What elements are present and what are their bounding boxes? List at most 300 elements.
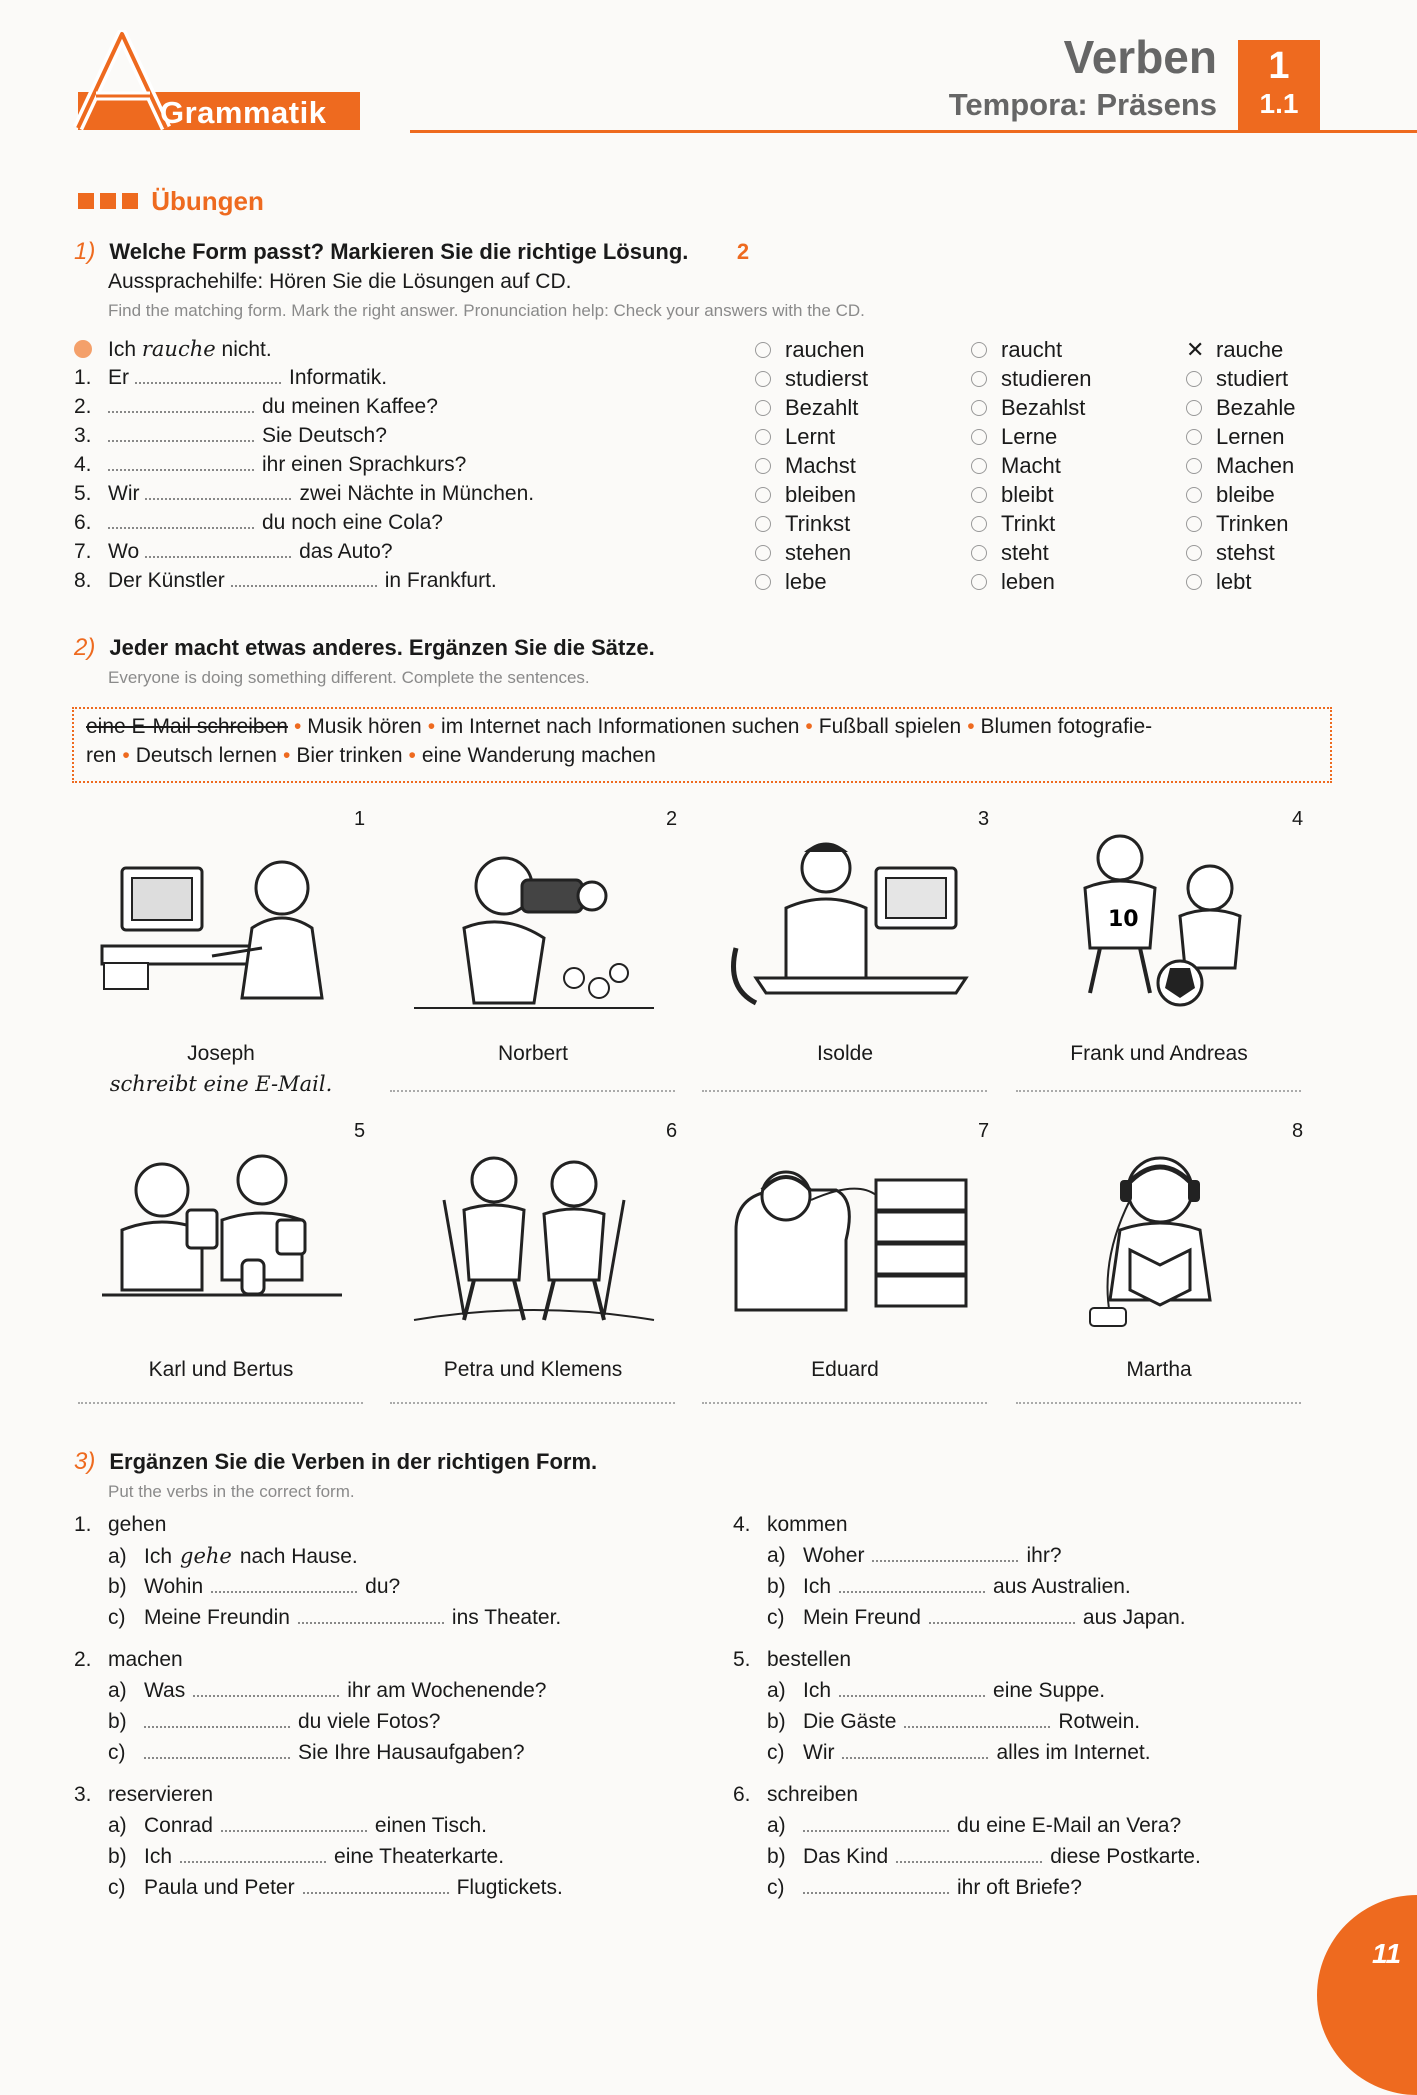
- word-box-phrase: Blumen fotografie-: [980, 715, 1153, 738]
- group-number: 2.: [74, 1648, 92, 1671]
- picture-number: 5: [354, 1120, 366, 1142]
- bullet-dot-icon: •: [427, 715, 436, 738]
- ex3-heading: [74, 1448, 597, 1476]
- ex3-item-row: [108, 1575, 400, 1599]
- word-box-phrase: Fußball spielen: [818, 715, 962, 738]
- example-answer: gehe: [180, 1544, 232, 1568]
- verb-infinitive: bestellen: [767, 1648, 852, 1671]
- option-label: stehen: [785, 540, 852, 565]
- option-8-c[interactable]: [1186, 569, 1251, 595]
- item-letter: b): [108, 1845, 127, 1868]
- ex3-item-row: [108, 1710, 440, 1734]
- group-number: 3.: [74, 1783, 92, 1806]
- option-6-a[interactable]: [755, 511, 850, 537]
- radio-circle-icon: [971, 429, 987, 445]
- verb-heading: [733, 1783, 858, 1807]
- ex3-item-row: [108, 1741, 525, 1765]
- item-post: diese Postkarte.: [1050, 1845, 1201, 1868]
- bullet-dot-icon: •: [967, 715, 975, 738]
- ex3-item-row: [108, 1679, 546, 1703]
- answer-blank[interactable]: [135, 366, 281, 384]
- item-post: ihr einen Sprachkurs?: [262, 453, 467, 476]
- cartoon-illustration: [716, 828, 976, 1018]
- item-post: das Auto?: [299, 540, 393, 563]
- word-box-phrase: eine Wanderung machen: [421, 744, 656, 767]
- page-number: 11: [1372, 1938, 1402, 1969]
- radio-circle-icon: [971, 516, 987, 532]
- example-answer: schreibt eine E-Mail.: [109, 1072, 333, 1096]
- item-number: 2.: [74, 395, 92, 418]
- option-label: Lernt: [785, 424, 836, 449]
- option-4-a[interactable]: [755, 453, 856, 479]
- ex3-title: Ergänzen Sie die Verben in der richtigen Form.: [109, 1449, 598, 1474]
- bullet-dot-icon: •: [282, 744, 291, 767]
- radio-circle-icon: [755, 487, 771, 503]
- item-post: ihr am Wochenende?: [347, 1679, 547, 1702]
- radio-circle-icon: [755, 400, 771, 416]
- example-answer: rauche: [141, 337, 216, 361]
- ex1-item-row: [74, 366, 387, 390]
- bullet-dot-icon: •: [293, 715, 302, 738]
- item-letter: a): [767, 1544, 786, 1567]
- ex1-item-row: [74, 453, 466, 477]
- item-pre: Das Kind: [803, 1845, 889, 1868]
- cartoon-illustration: [404, 1140, 664, 1330]
- item-number: 3.: [74, 424, 92, 447]
- verb-infinitive: reservieren: [108, 1783, 214, 1806]
- ex3-item-row: [108, 1544, 358, 1569]
- radio-circle-icon: [971, 458, 987, 474]
- item-post: Sie Deutsch?: [262, 424, 387, 447]
- answer-blank[interactable]: [803, 1876, 949, 1894]
- option-label: studieren: [1001, 366, 1092, 391]
- item-post: aus Australien.: [993, 1575, 1131, 1598]
- option-label: lebt: [1216, 569, 1252, 594]
- radio-circle-icon: [971, 487, 987, 503]
- ex3-item-row: [767, 1741, 1151, 1765]
- ex3-item-row: [767, 1679, 1105, 1703]
- radio-circle-icon: [1186, 516, 1202, 532]
- cd-track-number: 2: [736, 239, 750, 264]
- answer-blank[interactable]: [108, 395, 254, 413]
- radio-circle-icon: [1186, 371, 1202, 387]
- chapter-badge: [1238, 40, 1320, 132]
- chapter-number: 1: [1268, 45, 1290, 87]
- item-letter: a): [108, 1679, 127, 1702]
- item-pre: Paula und Peter: [144, 1876, 295, 1899]
- answer-blank[interactable]: [929, 1606, 1075, 1624]
- ex1-english: Find the matching form. Mark the right answer. Pronunciation help: Check your answers with the CD.: [108, 301, 865, 320]
- item-post: Rotwein.: [1058, 1710, 1141, 1733]
- radio-circle-icon: [755, 371, 771, 387]
- example-option-a[interactable]: [755, 337, 865, 363]
- picture-caption: Petra und Klemens: [443, 1358, 623, 1381]
- word-box-phrase: eine E-Mail schreiben: [86, 715, 288, 738]
- option-5-c[interactable]: [1186, 482, 1275, 508]
- picture-caption: Martha: [1126, 1358, 1192, 1381]
- item-pre: Ich: [803, 1575, 832, 1598]
- item-post: einen Tisch.: [374, 1814, 487, 1837]
- item-post: du noch eine Cola?: [262, 511, 443, 534]
- ex2-title: Jeder macht etwas anderes. Ergänzen Sie die Sätze.: [109, 635, 655, 660]
- item-number: 5.: [74, 482, 92, 505]
- radio-circle-icon: [1186, 400, 1202, 416]
- option-3-b[interactable]: [971, 424, 1057, 450]
- answer-blank[interactable]: [231, 569, 377, 587]
- cartoon-illustration: [716, 1140, 976, 1330]
- cross-mark-icon: ✕: [1186, 337, 1205, 362]
- ex2-english: Everyone is doing something different. Complete the sentences.: [108, 668, 590, 687]
- option-label: studierst: [785, 366, 869, 391]
- answer-blank[interactable]: [108, 511, 254, 529]
- answer-blank[interactable]: [702, 1402, 987, 1404]
- example-option-b[interactable]: [971, 337, 1062, 363]
- ex3-item-row: [108, 1606, 561, 1630]
- item-post: Informatik.: [289, 366, 388, 389]
- item-letter: b): [108, 1575, 127, 1598]
- item-pre: Die Gäste: [803, 1710, 897, 1733]
- item-post: Sie Ihre Hausaufgaben?: [298, 1741, 525, 1764]
- answer-blank[interactable]: [896, 1845, 1042, 1863]
- item-letter: a): [108, 1814, 127, 1837]
- picture-number: 4: [1292, 808, 1304, 830]
- verb-heading: [733, 1648, 851, 1672]
- ex1-item-row: [74, 540, 393, 564]
- item-number: 7.: [74, 540, 92, 563]
- option-label: rauche: [1216, 337, 1284, 362]
- item-letter: c): [767, 1876, 785, 1899]
- cartoon-illustration: [404, 828, 664, 1018]
- ex3-item-row: [767, 1814, 1181, 1838]
- answer-blank[interactable]: [211, 1575, 357, 1593]
- item-post: eine Suppe.: [993, 1679, 1106, 1702]
- verb-heading: [74, 1783, 213, 1807]
- word-box-line-1: [86, 715, 1152, 739]
- group-number: 1.: [74, 1513, 92, 1536]
- word-box-phrase: Bier trinken: [296, 744, 403, 767]
- option-label: Lerne: [1001, 424, 1058, 449]
- option-label: Machen: [1216, 453, 1295, 478]
- item-number: 6.: [74, 511, 92, 534]
- answer-blank[interactable]: [193, 1679, 339, 1697]
- option-8-b[interactable]: [971, 569, 1055, 595]
- picture-number: 8: [1292, 1120, 1304, 1142]
- item-letter: c): [108, 1876, 126, 1899]
- section-heading: [78, 186, 264, 217]
- radio-circle-icon: [755, 342, 771, 358]
- picture-caption: Norbert: [497, 1042, 569, 1065]
- item-pre: Wir: [803, 1741, 835, 1764]
- option-3-c[interactable]: [1186, 424, 1285, 450]
- word-box-phrase: im Internet nach Informationen suchen: [441, 715, 800, 738]
- grammar-label: Grammatik: [160, 95, 327, 130]
- radio-circle-icon: [971, 400, 987, 416]
- option-label: studiert: [1216, 366, 1289, 391]
- option-7-a[interactable]: [755, 540, 851, 566]
- cartoon-illustration: [92, 1140, 352, 1330]
- word-box-phrase: ren: [86, 744, 117, 767]
- example-dot-icon: [74, 340, 92, 358]
- item-pre: Meine Freundin: [144, 1606, 290, 1629]
- answer-blank[interactable]: [1016, 1402, 1301, 1404]
- ex1-example-row: [74, 337, 272, 362]
- answer-blank[interactable]: [839, 1575, 985, 1593]
- ex2-heading: [74, 634, 655, 662]
- section-heading-text: Übungen: [151, 186, 264, 216]
- word-box-line-2: [86, 744, 656, 768]
- ex3-item-row: [767, 1845, 1201, 1869]
- ex1-title: Welche Form passt? Markieren Sie die richtige Lösung.: [109, 239, 689, 264]
- answer-blank[interactable]: [702, 1090, 987, 1092]
- radio-circle-icon: [971, 371, 987, 387]
- ex1-heading: [74, 238, 749, 266]
- item-letter: b): [767, 1845, 786, 1868]
- word-box-phrase: Deutsch lernen: [135, 744, 277, 767]
- answer-blank[interactable]: [390, 1090, 675, 1092]
- option-label: bleibt: [1001, 482, 1054, 507]
- item-pre: Ich: [803, 1679, 832, 1702]
- option-2-b[interactable]: [971, 395, 1085, 421]
- radio-circle-icon: [755, 574, 771, 590]
- item-pre: Conrad: [144, 1814, 213, 1837]
- verb-infinitive: schreiben: [767, 1783, 859, 1806]
- square-bullet-icon: [122, 193, 138, 209]
- answer-blank[interactable]: [872, 1544, 1018, 1562]
- picture-number: 7: [978, 1120, 990, 1142]
- option-label: steht: [1001, 540, 1049, 565]
- option-4-b[interactable]: [971, 453, 1061, 479]
- radio-circle-icon: [755, 545, 771, 561]
- square-bullet-icon: [78, 193, 94, 209]
- radio-circle-icon: [1186, 458, 1202, 474]
- answer-blank[interactable]: [390, 1402, 675, 1404]
- example-post: nicht.: [221, 338, 272, 361]
- ex3-item-row: [767, 1876, 1082, 1900]
- picture-caption: Frank und Andreas: [1070, 1042, 1248, 1065]
- answer-blank[interactable]: [145, 482, 291, 500]
- item-letter: c): [767, 1741, 785, 1764]
- option-1-b[interactable]: [971, 366, 1092, 392]
- item-post: aus Japan.: [1082, 1606, 1186, 1629]
- option-5-a[interactable]: [755, 482, 856, 508]
- word-box-phrase: Musik hören: [307, 715, 422, 738]
- option-label: Machst: [785, 453, 856, 478]
- answer-blank[interactable]: [298, 1606, 444, 1624]
- item-letter: b): [108, 1710, 127, 1733]
- radio-circle-icon: [755, 458, 771, 474]
- item-pre: Was: [144, 1679, 186, 1702]
- radio-circle-icon: [971, 574, 987, 590]
- item-post: zwei Nächte in München.: [299, 482, 535, 505]
- answer-blank[interactable]: [108, 453, 254, 471]
- ex3-item-row: [108, 1814, 487, 1838]
- item-pre: Wir: [108, 482, 140, 505]
- word-box: [72, 707, 1332, 783]
- answer-blank[interactable]: [144, 1741, 290, 1759]
- answer-blank[interactable]: [303, 1876, 449, 1894]
- example-pre: Ich: [108, 338, 137, 361]
- radio-circle-icon: [1186, 545, 1202, 561]
- option-label: Trinken: [1216, 511, 1289, 536]
- option-6-c[interactable]: [1186, 511, 1289, 537]
- item-post: eine Theaterkarte.: [334, 1845, 505, 1868]
- option-label: stehst: [1216, 540, 1275, 565]
- option-label: Lernen: [1216, 424, 1285, 449]
- item-pre: Ich: [144, 1545, 173, 1568]
- option-1-c[interactable]: [1186, 366, 1288, 392]
- option-4-c[interactable]: [1186, 453, 1294, 479]
- verb-heading: [733, 1513, 848, 1537]
- option-7-c[interactable]: [1186, 540, 1275, 566]
- option-2-c[interactable]: [1186, 395, 1296, 421]
- item-letter: c): [767, 1606, 785, 1629]
- ex3-item-row: [767, 1606, 1186, 1630]
- verb-heading: [74, 1648, 183, 1672]
- item-pre: Ich: [144, 1845, 173, 1868]
- page-title: Verben: [1063, 31, 1217, 83]
- verb-infinitive: machen: [108, 1648, 183, 1671]
- ex1-instruction: Aussprachehilfe: Hören Sie die Lösungen auf CD.: [108, 270, 572, 293]
- option-label: Bezahle: [1216, 395, 1296, 420]
- item-number: 4.: [74, 453, 92, 476]
- ex2-number: 2): [74, 634, 96, 661]
- radio-circle-icon: [755, 516, 771, 532]
- item-post: du meinen Kaffee?: [262, 395, 438, 418]
- item-pre: Wohin: [144, 1575, 204, 1598]
- group-number: 4.: [733, 1513, 751, 1536]
- item-letter: b): [767, 1710, 786, 1733]
- group-number: 5.: [733, 1648, 751, 1671]
- option-label: Bezahlt: [785, 395, 859, 420]
- option-label: Trinkst: [785, 511, 851, 536]
- item-post: ins Theater.: [451, 1606, 562, 1629]
- item-post: alles im Internet.: [996, 1741, 1151, 1764]
- item-letter: a): [108, 1545, 127, 1568]
- option-3-a[interactable]: [755, 424, 835, 450]
- item-letter: c): [108, 1741, 126, 1764]
- picture-caption: Eduard: [811, 1358, 879, 1381]
- option-8-a[interactable]: [755, 569, 827, 595]
- item-letter: b): [767, 1575, 786, 1598]
- ex1-item-row: [74, 424, 387, 448]
- cartoon-illustration: [1030, 828, 1290, 1018]
- picture-caption: Joseph: [187, 1042, 255, 1065]
- page-subtitle: Tempora: Präsens: [948, 87, 1217, 122]
- option-label: Bezahlst: [1001, 395, 1086, 420]
- radio-circle-icon: [1186, 429, 1202, 445]
- answer-blank[interactable]: [839, 1679, 985, 1697]
- ex1-item-row: [74, 395, 438, 419]
- option-2-a[interactable]: [755, 395, 858, 421]
- option-label: bleiben: [785, 482, 856, 507]
- option-7-b[interactable]: [971, 540, 1049, 566]
- item-post: ihr?: [1026, 1544, 1062, 1567]
- answer-blank[interactable]: [221, 1814, 367, 1832]
- answer-blank[interactable]: [180, 1845, 326, 1863]
- ex1-item-row: [74, 511, 443, 535]
- item-letter: c): [108, 1606, 126, 1629]
- item-post: du viele Fotos?: [298, 1710, 441, 1733]
- option-label: leben: [1001, 569, 1055, 594]
- item-pre: Woher: [803, 1544, 865, 1567]
- item-pre: Mein Freund: [803, 1606, 921, 1629]
- cartoon-illustration: [1030, 1140, 1290, 1330]
- item-post: du?: [365, 1575, 401, 1598]
- item-post: in Frankfurt.: [384, 569, 497, 592]
- radio-circle-icon: [971, 342, 987, 358]
- option-label: raucht: [1001, 337, 1063, 362]
- item-number: 1.: [74, 366, 92, 389]
- item-pre: Er: [108, 366, 129, 389]
- picture-number: 1: [354, 808, 366, 830]
- verb-infinitive: gehen: [108, 1513, 167, 1536]
- item-number: 8.: [74, 569, 92, 592]
- option-label: rauchen: [785, 337, 865, 362]
- answer-blank[interactable]: [144, 1710, 290, 1728]
- option-label: lebe: [785, 569, 827, 594]
- answer-blank[interactable]: [108, 424, 254, 442]
- radio-circle-icon: [1186, 487, 1202, 503]
- cartoon-illustration: [92, 828, 352, 1018]
- item-post: du eine E-Mail an Vera?: [957, 1814, 1182, 1837]
- ex3-item-row: [108, 1876, 563, 1900]
- ex3-number: 3): [74, 1448, 96, 1475]
- picture-number: 2: [666, 808, 678, 830]
- option-label: Trinkt: [1001, 511, 1056, 536]
- answer-blank[interactable]: [803, 1814, 949, 1832]
- answer-blank[interactable]: [1016, 1090, 1301, 1092]
- option-6-b[interactable]: [971, 511, 1055, 537]
- bullet-dot-icon: •: [805, 715, 813, 738]
- option-1-a[interactable]: [755, 366, 868, 392]
- ex1-item-row: [74, 482, 534, 506]
- item-letter: a): [767, 1679, 786, 1702]
- ex3-item-row: [108, 1845, 504, 1869]
- radio-circle-icon: [971, 545, 987, 561]
- group-number: 6.: [733, 1783, 751, 1806]
- verb-infinitive: kommen: [767, 1513, 848, 1536]
- ex1-number: 1): [74, 238, 96, 265]
- ex3-item-row: [767, 1575, 1131, 1599]
- item-pre: Der Künstler: [108, 569, 225, 592]
- picture-caption: Karl und Bertus: [148, 1358, 294, 1381]
- picture-caption: Isolde: [816, 1042, 874, 1065]
- item-post: Flugtickets.: [456, 1876, 563, 1899]
- item-pre: Wo: [108, 540, 140, 563]
- radio-circle-icon: [755, 429, 771, 445]
- picture-number: 6: [666, 1120, 678, 1142]
- ex3-english: Put the verbs in the correct form.: [108, 1482, 355, 1501]
- bullet-dot-icon: •: [122, 744, 130, 767]
- square-bullet-icon: [100, 193, 116, 209]
- answer-blank[interactable]: [145, 540, 291, 558]
- section-number: 1.1: [1259, 88, 1299, 119]
- option-5-b[interactable]: [971, 482, 1054, 508]
- svg-text:10: 10: [1108, 907, 1139, 932]
- option-label: bleibe: [1216, 482, 1275, 507]
- item-post: nach Hause.: [239, 1545, 358, 1568]
- example-option-c[interactable]: [1186, 337, 1283, 363]
- ex1-item-row: [74, 569, 497, 593]
- answer-blank[interactable]: [842, 1741, 988, 1759]
- item-post: ihr oft Briefe?: [957, 1876, 1082, 1899]
- answer-blank[interactable]: [78, 1402, 363, 1404]
- item-letter: a): [767, 1814, 786, 1837]
- verb-heading: [74, 1513, 166, 1537]
- answer-blank[interactable]: [904, 1710, 1050, 1728]
- ex3-item-row: [767, 1544, 1062, 1568]
- bullet-dot-icon: •: [408, 744, 416, 767]
